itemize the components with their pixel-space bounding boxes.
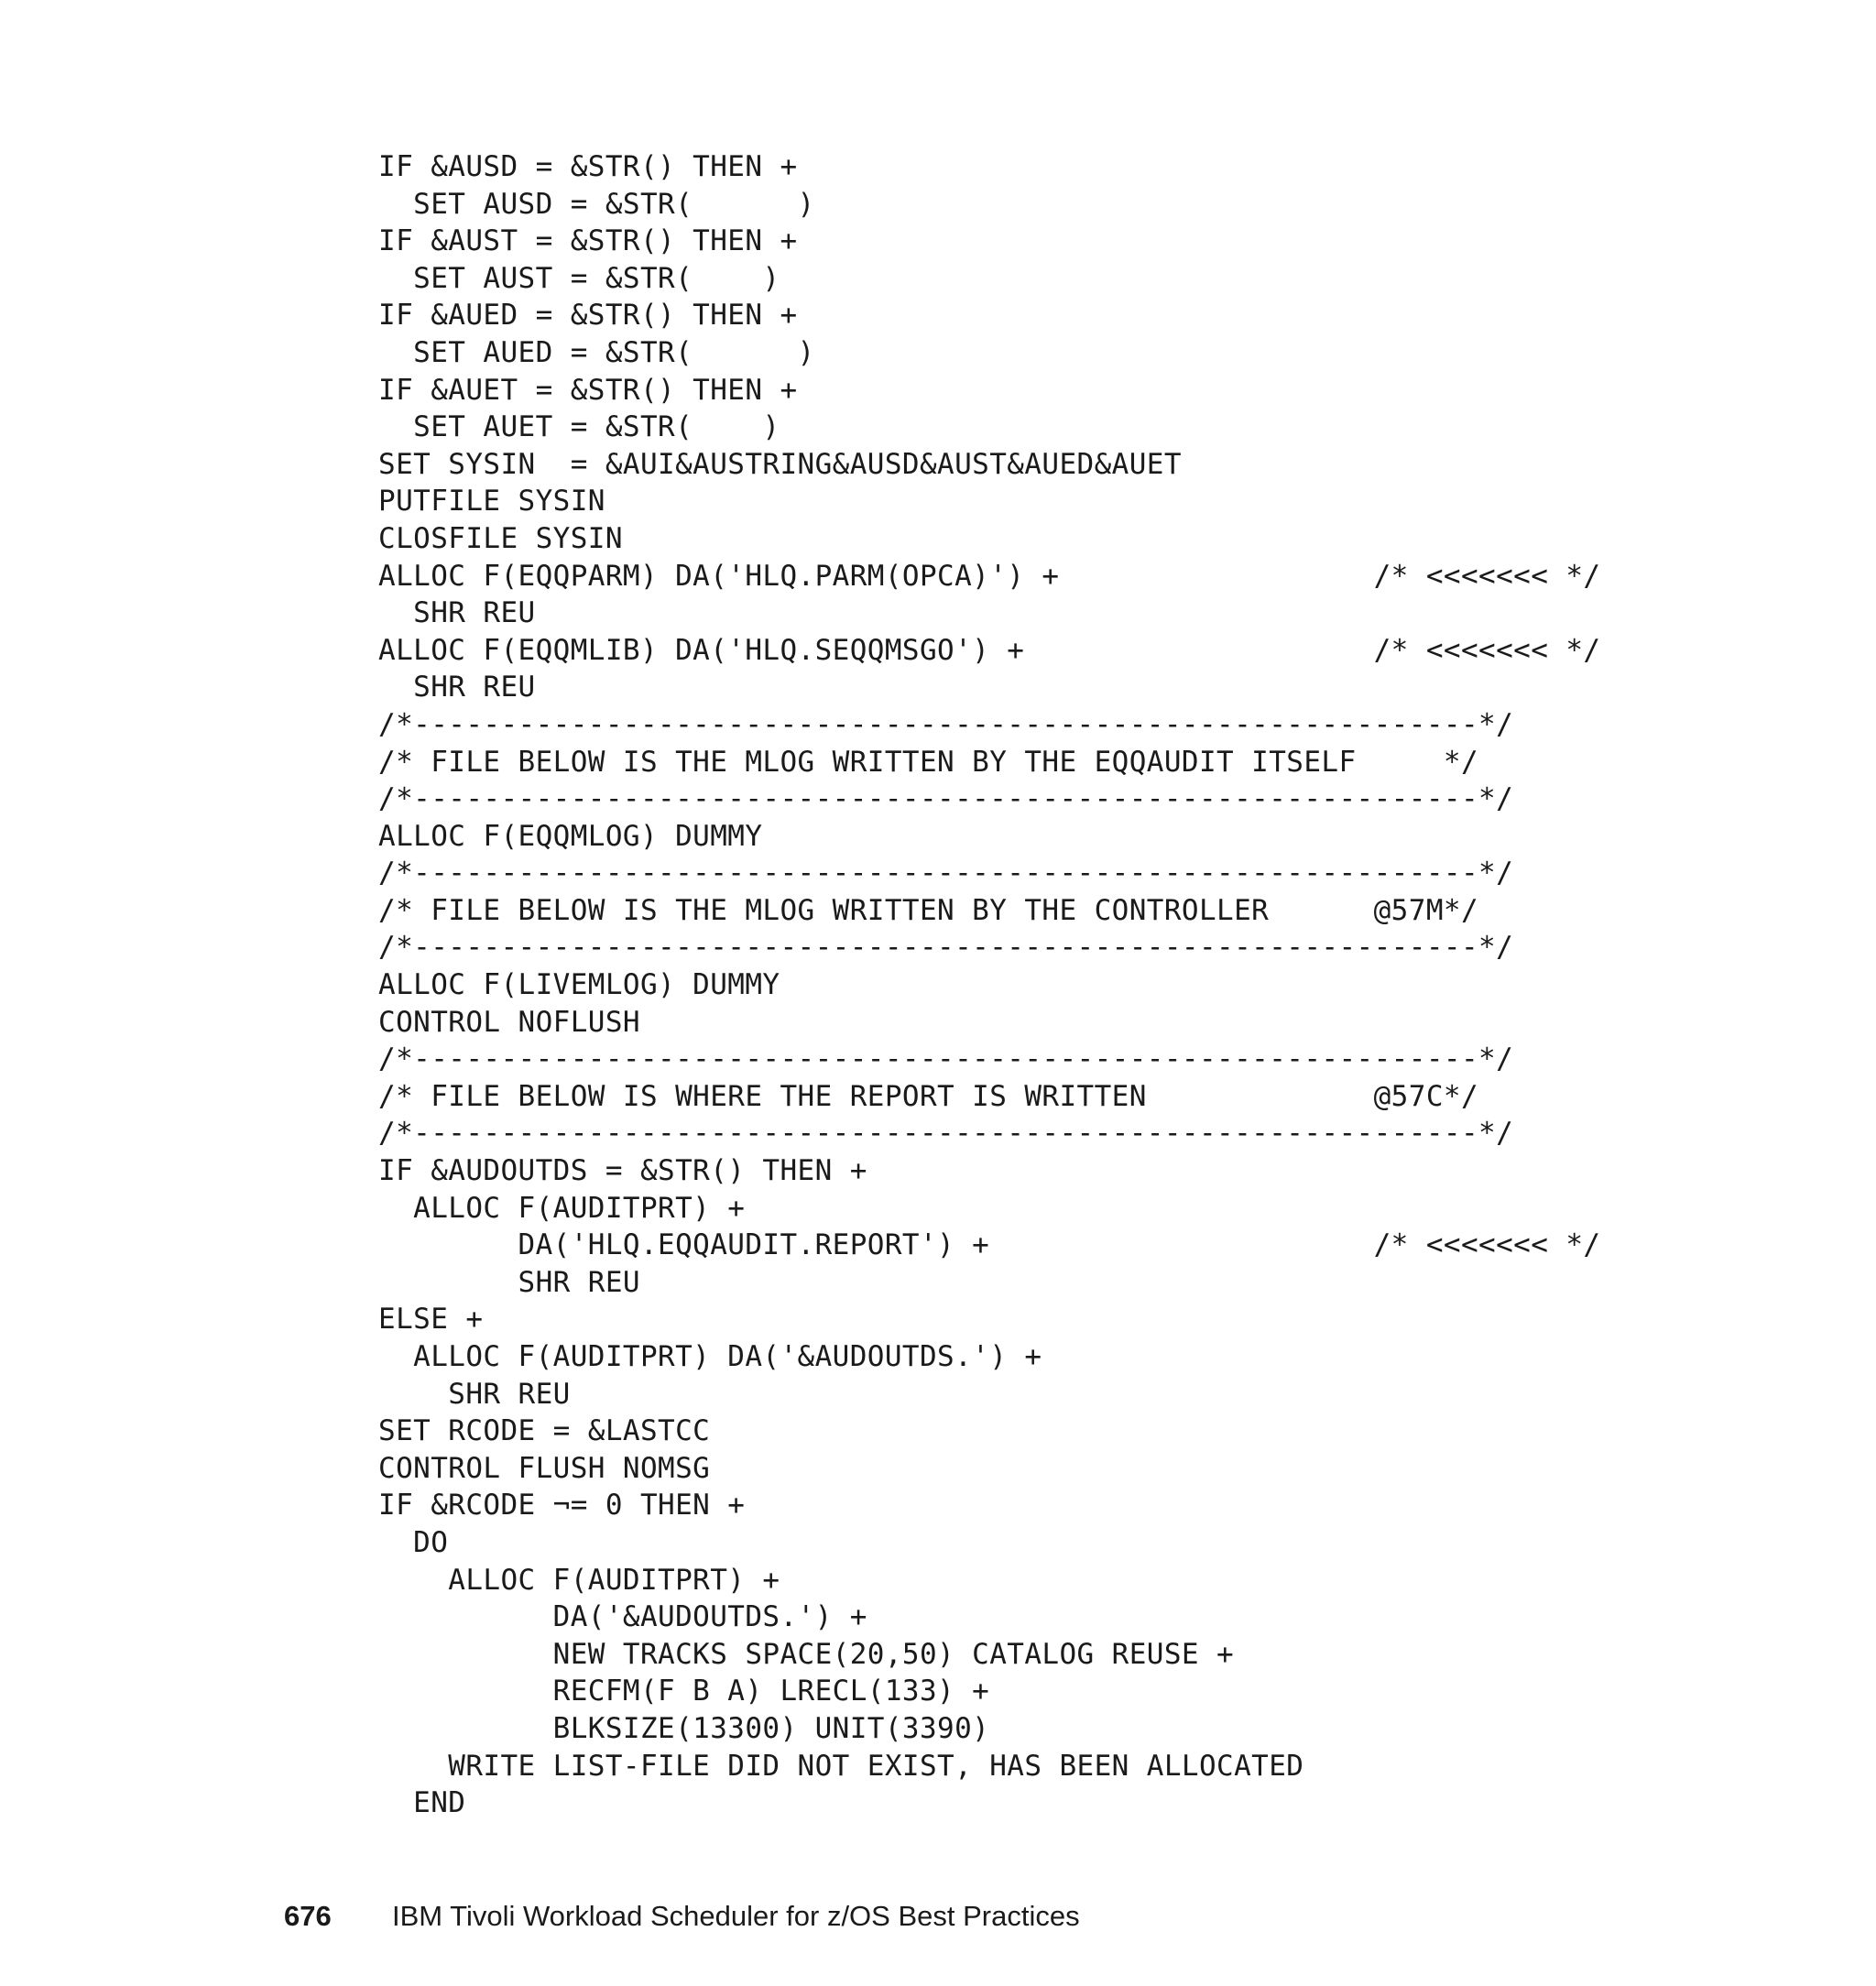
code-line: ALLOC F(AUDITPRT) + [378, 1563, 780, 1597]
code-line: SET SYSIN = &AUI&AUSTRING&AUSD&AUST&AUED&AUET [378, 447, 1182, 481]
comment-line: /* FILE BELOW IS WHERE THE REPORT IS WRITTEN @57C*/ [378, 1079, 1479, 1113]
code-line: SHR REU [378, 596, 536, 630]
comment-separator: /*-------------------------------------------------------------*/ [378, 782, 1514, 816]
code-line: SET AUST = &STR( ) [378, 261, 780, 295]
comment-line: /* FILE BELOW IS THE MLOG WRITTEN BY THE EQQAUDIT ITSELF */ [378, 745, 1479, 779]
code-line: CLOSFILE SYSIN [378, 521, 623, 555]
page-footer [284, 1900, 1080, 1933]
code-line: SHR REU [378, 1265, 640, 1299]
comment-separator: /*-------------------------------------------------------------*/ [378, 1042, 1514, 1076]
comment-line: /* FILE BELOW IS THE MLOG WRITTEN BY THE CONTROLLER @57M*/ [378, 893, 1479, 927]
code-line: SET AUET = &STR( ) [378, 410, 780, 444]
code-line: ALLOC F(AUDITPRT) DA('&AUDOUTDS.') + [378, 1340, 1042, 1373]
code-line: ALLOC F(EQQMLIB) DA('HLQ.SEQQMSGO') + /* <<<<<<< */ [378, 633, 1601, 667]
code-line: SHR REU [378, 1377, 571, 1411]
code-line: ALLOC F(LIVEMLOG) DUMMY [378, 968, 780, 1002]
code-line: BLKSIZE(13300) UNIT(3390) [378, 1711, 990, 1745]
code-line: DA('HLQ.EQQAUDIT.REPORT') + /* <<<<<<< */ [378, 1228, 1601, 1262]
code-line: ALLOC F(EQQMLOG) DUMMY [378, 819, 763, 853]
code-line: IF &RCODE ¬= 0 THEN + [378, 1489, 746, 1522]
code-listing [378, 148, 1600, 1822]
code-line: IF &AUET = &STR() THEN + [378, 373, 798, 407]
code-line: DO [378, 1525, 449, 1559]
code-line: IF &AUST = &STR() THEN + [378, 224, 798, 258]
code-line: SET RCODE = &LASTCC [378, 1414, 711, 1448]
code-line: SET AUED = &STR( ) [378, 335, 815, 369]
code-line: IF &AUDOUTDS = &STR() THEN + [378, 1154, 867, 1188]
code-line: IF &AUSD = &STR() THEN + [378, 150, 798, 183]
book-title: IBM Tivoli Workload Scheduler for z/OS Best Practices [392, 1900, 1080, 1932]
code-line: NEW TRACKS SPACE(20,50) CATALOG REUSE + [378, 1637, 1235, 1671]
code-line: CONTROL FLUSH NOMSG [378, 1451, 711, 1485]
code-line: PUTFILE SYSIN [378, 485, 605, 518]
code-line: RECFM(F B A) LRECL(133) + [378, 1675, 990, 1708]
code-line: CONTROL NOFLUSH [378, 1005, 640, 1039]
page-number: 676 [284, 1900, 332, 1932]
code-line: ALLOC F(AUDITPRT) + [378, 1191, 746, 1225]
code-line: END [378, 1786, 466, 1820]
comment-separator: /*-------------------------------------------------------------*/ [378, 707, 1514, 741]
code-line: ELSE + [378, 1303, 484, 1337]
code-line: SHR REU [378, 671, 536, 704]
code-line: WRITE LIST-FILE DID NOT EXIST, HAS BEEN ALLOCATED [378, 1749, 1304, 1783]
code-line: ALLOC F(EQQPARM) DA('HLQ.PARM(OPCA)') + /* <<<<<<< */ [378, 559, 1601, 593]
code-line: IF &AUED = &STR() THEN + [378, 299, 798, 333]
comment-separator: /*-------------------------------------------------------------*/ [378, 931, 1514, 965]
code-line: DA('&AUDOUTDS.') + [378, 1600, 867, 1634]
code-line: SET AUSD = &STR( ) [378, 187, 815, 221]
comment-separator: /*-------------------------------------------------------------*/ [378, 857, 1514, 890]
comment-separator: /*-------------------------------------------------------------*/ [378, 1117, 1514, 1151]
